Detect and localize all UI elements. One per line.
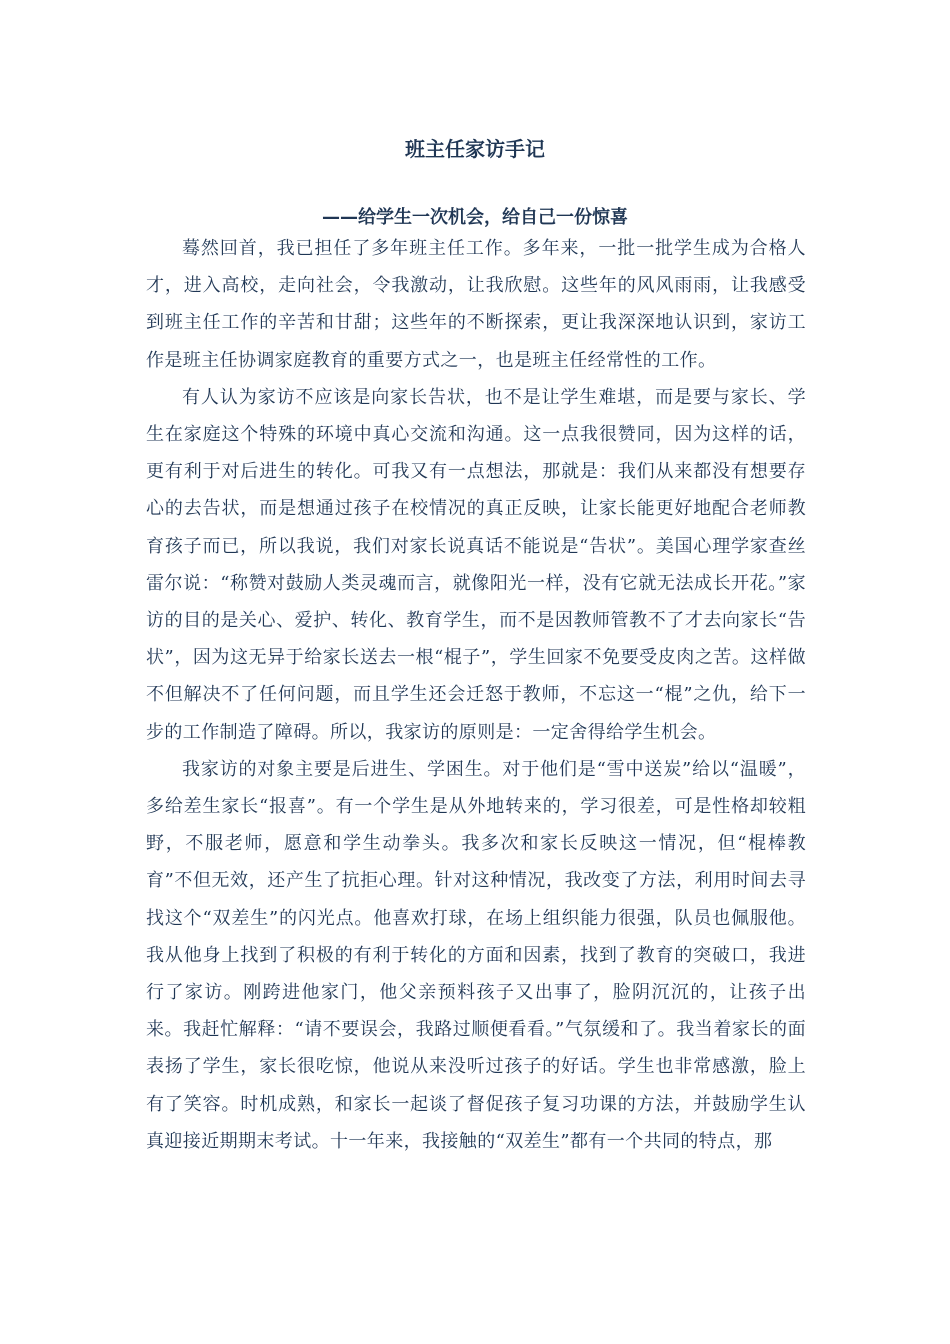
paragraph-2: 有人认为家访不应该是向家长告状，也不是让学生难堪，而是要与家长、学生在家庭这个特殊的环境中真心交流和沟通。这一点我很赞同，因为这样的话，更有利于对后进生的转化。可我又有一点想法，那就是：我们从来都没有想要存心的去告状，而是想通过孩子在校情况的真正反映，让家长能更好地配合老师教育孩子而已，所以我说，我们对家长说真话不能说是“告状”。美国心理学家查丝雷尔说：“称赞对鼓励人类灵魂而言，就像阳光一样，没有它就无法成长开花。”家访的目的是关心、爱护、转化、教育学生，而不是因教师管教不了才去向家长“告状”，因为这无异于给家长送去一根“棍子”，学生回家不免要受皮肉之苦。这样做不但解决不了任何问题，而且学生还会迁怒于教师，不忘这一“棍”之仇，给下一步的工作制造了障碍。所以，我家访的原则是：一定舍得给学生机会。 [146,386,806,743]
document-subtitle: ——给学生一次机会，给自己一份惊喜 [322,207,628,228]
document-body [146,230,806,1160]
document-title: 班主任家访手记 [405,137,545,161]
paragraph-1: 蓦然回首，我已担任了多年班主任工作。多年来，一批一批学生成为合格人才，进入高校，走向社会，令我激动，让我欣慰。这些年的风风雨雨，让我感受到班主任工作的辛苦和甘甜；这些年的不断探索，更让我深深地认识到，家访工作是班主任协调家庭教育的重要方式之一，也是班主任经常性的工作。 [146,238,806,371]
paragraph-3: 我家访的对象主要是后进生、学困生。对于他们是“雪中送炭”给以“温暖”，多给差生家长“报喜”。有一个学生是从外地转来的，学习很差，可是性格却较粗野，不服老师，愿意和学生动拳头。我多次和家长反映这一情况，但“棍棒教育”不但无效，还产生了抗拒心理。针对这种情况，我改变了方法，利用时间去寻找这个“双差生”的闪光点。他喜欢打球，在场上组织能力很强，队员也佩服他。我从他身上找到了积极的有利于转化的方面和因素，找到了教育的突破口，我进行了家访。刚跨进他家门，他父亲预料孩子又出事了，脸阴沉沉的，让孩子出来。我赶忙解释：“请不要误会，我路过顺便看看。”气氛缓和了。我当着家长的面表扬了学生，家长很吃惊，他说从来没听过孩子的好话。学生也非常感激，脸上有了笑容。时机成熟，和家长一起谈了督促孩子复习功课的方法，并鼓励学生认真迎接近期期末考试。十一年来，我接触的“双差生”都有一个共同的特点，那 [146,758,806,1152]
